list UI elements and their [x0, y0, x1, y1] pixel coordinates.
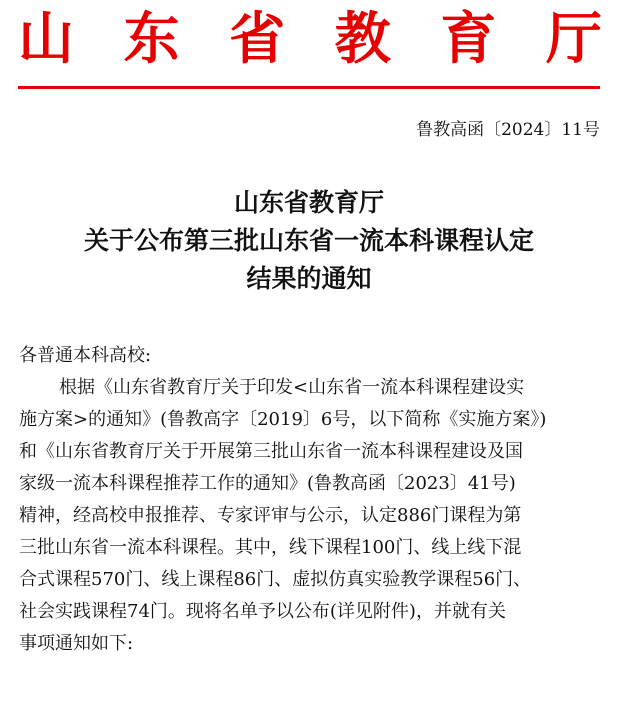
addressee: 各普通本科高校: [19, 345, 152, 366]
masthead-char: 东 [123, 6, 180, 72]
title-line-2: 关于公布第三批山东省一流本科课程认定 [83, 226, 534, 255]
title-line-1: 山东省教育厅 [233, 188, 384, 217]
document-title [0, 184, 618, 298]
masthead-char: 厅 [545, 6, 602, 72]
masthead-char: 省 [229, 6, 286, 72]
masthead-red-divider [18, 86, 600, 89]
title-line-3: 结果的通知 [246, 264, 372, 293]
paragraph-line-9: 事项通知如下: [19, 633, 134, 654]
paragraph-line-3: 和《山东省教育厅关于开展第三批山东省一流本科课程建设及国 [19, 441, 523, 462]
paragraph-line-6: 三批山东省一流本科课程。其中，线下课程100门、线上线下混 [19, 537, 522, 558]
masthead-char: 山 [18, 6, 74, 72]
masthead-title [18, 6, 602, 72]
masthead-char: 教 [334, 6, 391, 72]
document-body [19, 340, 603, 660]
document-number: 鲁教高函〔2024〕11号 [416, 120, 600, 140]
paragraph-line-7: 合式课程570门、线上课程86门、虚拟仿真实验教学课程56门、 [19, 569, 532, 590]
masthead-char: 育 [440, 6, 497, 72]
paragraph-line-2: 施方案>的通知》(鲁教高字〔2019〕6号，以下简称《实施方案》) [19, 409, 547, 430]
paragraph-line-8: 社会实践课程74门。现将名单予以公布(详见附件)，并就有关 [19, 601, 506, 622]
paragraph-line-4: 家级一流本科课程推荐工作的通知》(鲁教高函〔2023〕41号) [19, 473, 516, 494]
paragraph-line-5: 精神，经高校申报推荐、专家评审与公示，认定886门课程为第 [19, 505, 522, 526]
paragraph-line-1: 根据《山东省教育厅关于印发<山东省一流本科课程建设实 [59, 377, 525, 398]
